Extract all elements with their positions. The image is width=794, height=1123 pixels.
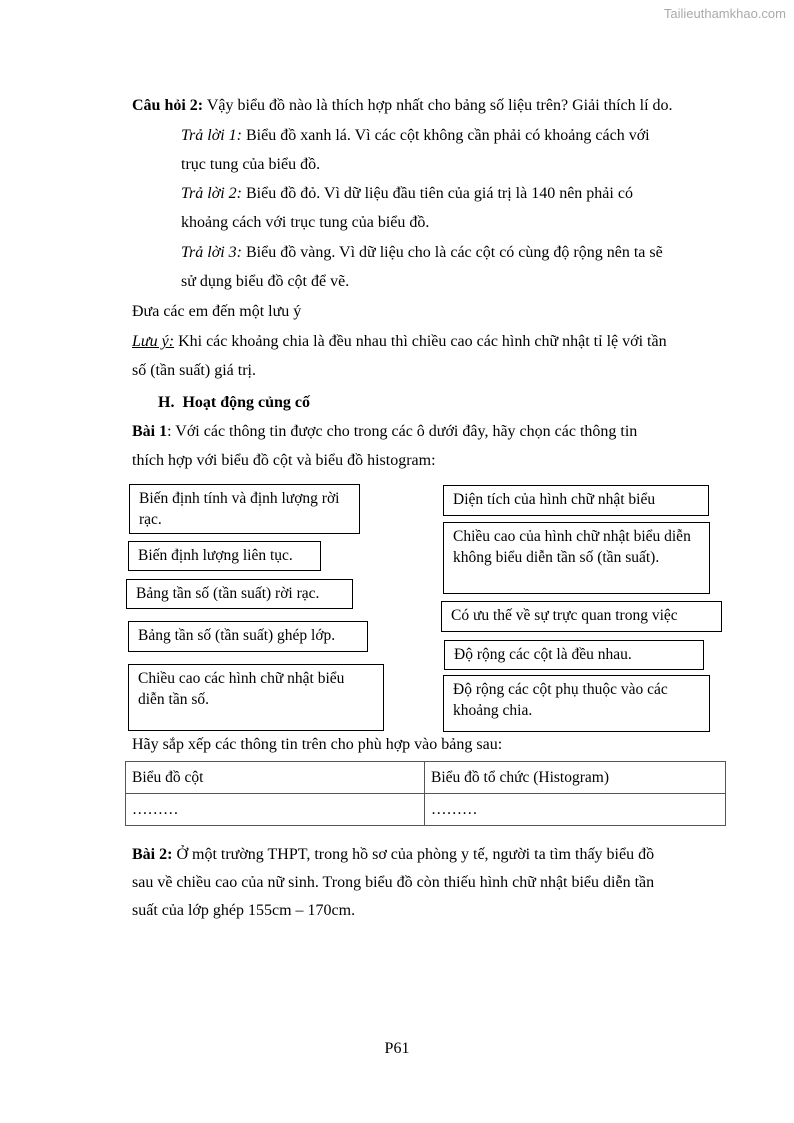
answer-2-text: Biểu đồ đỏ. Vì dữ liệu đầu tiên của giá trị là 140 nên phải có xyxy=(242,185,633,202)
note-line1 xyxy=(132,331,667,353)
cell-bar-chart: ……… xyxy=(126,794,425,826)
info-box-left-1: Biến định tính và định lượng rời rạc. xyxy=(129,484,360,534)
cell-histogram: ……… xyxy=(425,794,726,826)
info-box-left-2: Biến định lượng liên tục. xyxy=(128,541,321,571)
answer-3-line1 xyxy=(181,242,663,264)
info-box-right-3: Có ưu thế về sự trực quan trong việc xyxy=(441,601,722,632)
info-box-left-3: Bảng tần số (tần suất) rời rạc. xyxy=(126,579,353,609)
watermark: Tailieuthamkhao.com xyxy=(663,6,786,21)
info-box-right-4: Độ rộng các cột là đều nhau. xyxy=(444,640,704,670)
exercise-2-line2: sau về chiều cao của nữ sinh. Trong biểu đồ còn thiếu hình chữ nhật biểu diễn tần xyxy=(132,874,655,891)
classification-table xyxy=(125,761,726,826)
question-2 xyxy=(132,95,673,117)
arrange-instruction: Hãy sắp xếp các thông tin trên cho phù hợp vào bảng sau: xyxy=(132,736,503,753)
question-2-text: Vậy biểu đồ nào là thích hợp nhất cho bảng số liệu trên? Giải thích lí do. xyxy=(203,97,673,114)
note-line2: số (tần suất) giá trị. xyxy=(132,362,256,379)
exercise-2-text: Ở một trường THPT, trong hồ sơ của phòng y tế, người ta tìm thấy biểu đồ xyxy=(172,846,655,863)
question-2-label: Câu hỏi 2: xyxy=(132,97,204,114)
exercise-2-line3: suất của lớp ghép 155cm – 170cm. xyxy=(132,902,356,919)
intro-note: Đưa các em đến một lưu ý xyxy=(132,303,302,320)
exercise-1-text: : Với các thông tin được cho trong các ô dưới đây, hãy chọn các thông tin xyxy=(167,423,638,440)
info-box-right-2: Chiều cao của hình chữ nhật biểu diễn không biểu diễn tần số (tần suất). xyxy=(443,522,710,594)
header-bar-chart: Biểu đồ cột xyxy=(126,762,425,794)
answer-1-text: Biểu đồ xanh lá. Vì các cột không cần phải có khoảng cách với xyxy=(242,127,650,144)
answer-2-line1 xyxy=(181,183,633,205)
answer-3-text: Biểu đồ vàng. Vì dữ liệu cho là các cột có cùng độ rộng nên ta sẽ xyxy=(242,244,663,261)
section-title: Hoạt động củng cố xyxy=(182,394,311,411)
header-histogram: Biểu đồ tổ chức (Histogram) xyxy=(425,762,726,794)
page-number: P61 xyxy=(384,1040,410,1057)
info-box-left-4: Bảng tần số (tần suất) ghép lớp. xyxy=(128,621,368,652)
answer-1-label: Trả lời 1: xyxy=(181,127,242,144)
answer-3-label: Trả lời 3: xyxy=(181,244,242,261)
section-heading xyxy=(158,392,310,414)
exercise-2-line1 xyxy=(132,844,654,866)
note-text: Khi các khoảng chia là đều nhau thì chiều cao các hình chữ nhật tỉ lệ với tần xyxy=(174,333,667,350)
note-label: Lưu ý: xyxy=(132,333,175,350)
table-row xyxy=(126,794,726,826)
exercise-2-label: Bài 2: xyxy=(132,846,173,863)
info-box-right-1: Diện tích của hình chữ nhật biểu xyxy=(443,485,709,516)
exercise-1-label: Bài 1 xyxy=(132,423,168,440)
answer-2-label: Trả lời 2: xyxy=(181,185,242,202)
info-box-right-5: Độ rộng các cột phụ thuộc vào các khoảng chia. xyxy=(443,675,710,732)
answer-1-line1 xyxy=(181,125,650,147)
section-letter: H. xyxy=(158,394,175,411)
answer-3-line2: sử dụng biểu đồ cột để vẽ. xyxy=(181,273,350,290)
exercise-1-line2: thích hợp với biểu đồ cột và biểu đồ histogram: xyxy=(132,452,436,469)
table-header-row xyxy=(126,762,726,794)
info-box-left-5: Chiều cao các hình chữ nhật biểu diễn tần số. xyxy=(128,664,384,731)
exercise-1-line1 xyxy=(132,421,637,443)
answer-1-line2: trục tung của biểu đồ. xyxy=(181,156,321,173)
answer-2-line2: khoảng cách với trục tung của biểu đồ. xyxy=(181,214,430,231)
